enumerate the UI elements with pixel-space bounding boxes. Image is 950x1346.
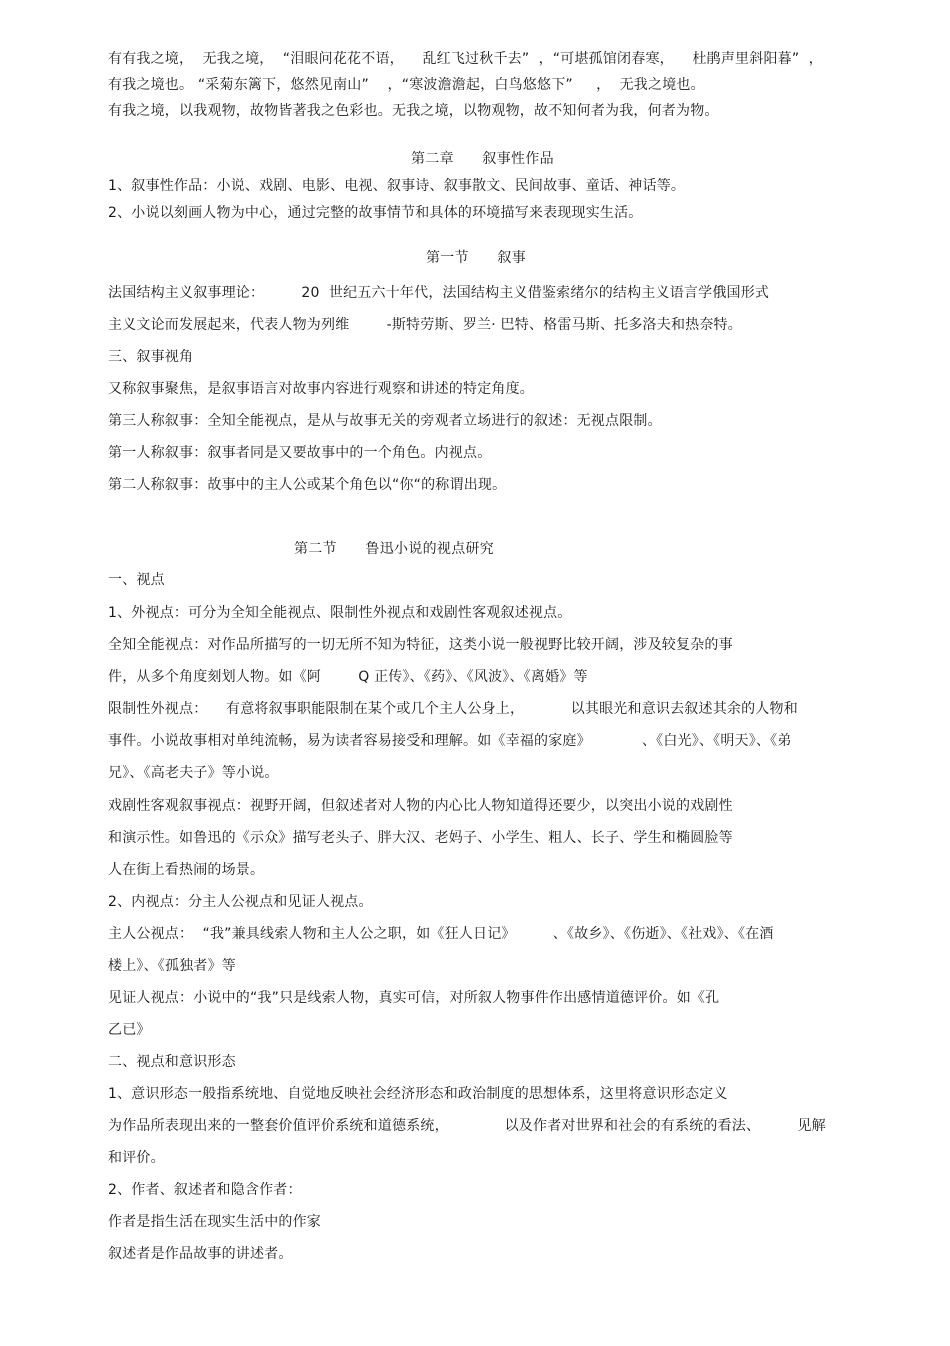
heading-ideology: 二、视点和意识形态 bbox=[108, 1054, 236, 1070]
heading-viewpoint: 一、视点 bbox=[108, 572, 165, 588]
limited-line-2: 事件。小说故事相对单纯流畅，易为读者容易接受和理解。如《幸福的家庭》 、《白光》、《明天》、《弟 bbox=[108, 733, 792, 749]
chapter-item-1: 1、叙事性作品：小说、戏剧、电影、电视、叙事诗、叙事散文、民间故事、童话、神话等。 bbox=[108, 178, 686, 194]
ideology-line-2: 为作品所表现出来的一整套价值评价系统和道德系统， 以及作者对世界和社会的有系统的看法、 见解 bbox=[108, 1118, 826, 1134]
ideology-line-3: 和评价。 bbox=[108, 1150, 165, 1166]
author-definition: 作者是指生活在现实生活中的作家 bbox=[108, 1214, 321, 1230]
ideology-line-1: 1、意识形态一般指系统地、自觉地反映社会经济形态和政治制度的思想体系，这里将意识形态定义 bbox=[108, 1086, 728, 1102]
omniscient-line-2: 件，从多个角度刻划人物。如《阿 Q 正传》、《药》、《风波》、《离婚》等 bbox=[108, 669, 588, 685]
intro-line-1: 有有我之境， 无我之境， “泪眼问花花不语， 乱红飞过秋千去” ，“可堪孤馆闭春寒， 杜鹃声里斜阳暮” ， bbox=[108, 51, 823, 67]
chapter-title: 第二章 叙事性作品 bbox=[411, 151, 554, 167]
omniscient-line-1: 全知全能视点：对作品所描写的一切无所不知为特征，这类小说一般视野比较开阔，涉及较复杂的事 bbox=[108, 637, 733, 653]
dramatic-line-3: 人在街上看热闹的场景。 bbox=[108, 862, 265, 878]
second-person-narration: 第二人称叙事：故事中的主人公或某个角色以“你“的称谓出现。 bbox=[108, 477, 507, 493]
protagonist-line-2: 楼上》、《孤独者》等 bbox=[108, 958, 236, 974]
dramatic-line-1: 戏剧性客观叙事视点：视野开阔，但叙述者对人物的内心比人物知道得还要少，以突出小说的戏剧性 bbox=[108, 798, 733, 814]
protagonist-line-1: 主人公视点： “我”兼具线索人物和主人公之职，如《狂人日记》 、《故乡》、《伤逝》、《社戏》、《在酒 bbox=[108, 926, 774, 942]
witness-line-1: 见证人视点：小说中的“我”只是线索人物，真实可信，对所叙人物事件作出感情道德评价。如《孔 bbox=[108, 990, 720, 1006]
theory-line-1: 法国结构主义叙事理论： 20 世纪五六十年代，法国结构主义借鉴索绪尔的结构主义语言学俄国形式 bbox=[108, 285, 770, 301]
section-1-title: 第一节 叙事 bbox=[426, 250, 527, 266]
author-heading: 2、作者、叙述者和隐含作者： bbox=[108, 1182, 302, 1198]
focus-definition: 又称叙事聚焦，是叙事语言对故事内容进行观察和讲述的特定角度。 bbox=[108, 381, 534, 397]
third-person-narration: 第三人称叙事：全知全能视点，是从与故事无关的旁观者立场进行的叙述：无视点限制。 bbox=[108, 413, 662, 429]
chapter-item-2: 2、小说以刻画人物为中心，通过完整的故事情节和具体的环境描写来表现现实生活。 bbox=[108, 205, 643, 221]
witness-line-2: 乙已》 bbox=[108, 1022, 151, 1038]
heading-narrative-perspective: 三、叙事视角 bbox=[108, 349, 194, 365]
intro-line-2: 有我之境也。 “采菊东篱下，悠然见南山” ，“寒波澹澹起，白鸟悠悠下” ， 无我之境也。 bbox=[108, 77, 705, 93]
limited-line-3: 兄》、《高老夫子》等小说。 bbox=[108, 765, 279, 781]
theory-line-2: 主义文论而发展起来，代表人物为列维 -斯特劳斯、罗兰· 巴特、格雷马斯、托多洛夫和热奈特。 bbox=[108, 317, 742, 333]
intro-line-3: 有我之境，以我观物，故物皆著我之色彩也。无我之境，以物观物，故不知何者为我，何者为物。 bbox=[108, 103, 719, 119]
dramatic-line-2: 和演示性。如鲁迅的《示众》描写老头子、胖大汉、老妈子、小学生、粗人、长子、学生和椭圆脸等 bbox=[108, 830, 733, 846]
outer-viewpoint: 1、外视点：可分为全知全能视点、限制性外视点和戏剧性客观叙述视点。 bbox=[108, 605, 572, 621]
section-2-title: 第二节 鲁迅小说的视点研究 bbox=[294, 541, 495, 557]
limited-line-1: 限制性外视点： 有意将叙事职能限制在某个或几个主人公身上， 以其眼光和意识去叙述其余的人物和 bbox=[108, 701, 798, 717]
narrator-definition: 叙述者是作品故事的讲述者。 bbox=[108, 1246, 293, 1262]
first-person-narration: 第一人称叙事：叙事者同是又要故事中的一个角色。内视点。 bbox=[108, 445, 492, 461]
inner-viewpoint: 2、内视点：分主人公视点和见证人视点。 bbox=[108, 894, 373, 910]
